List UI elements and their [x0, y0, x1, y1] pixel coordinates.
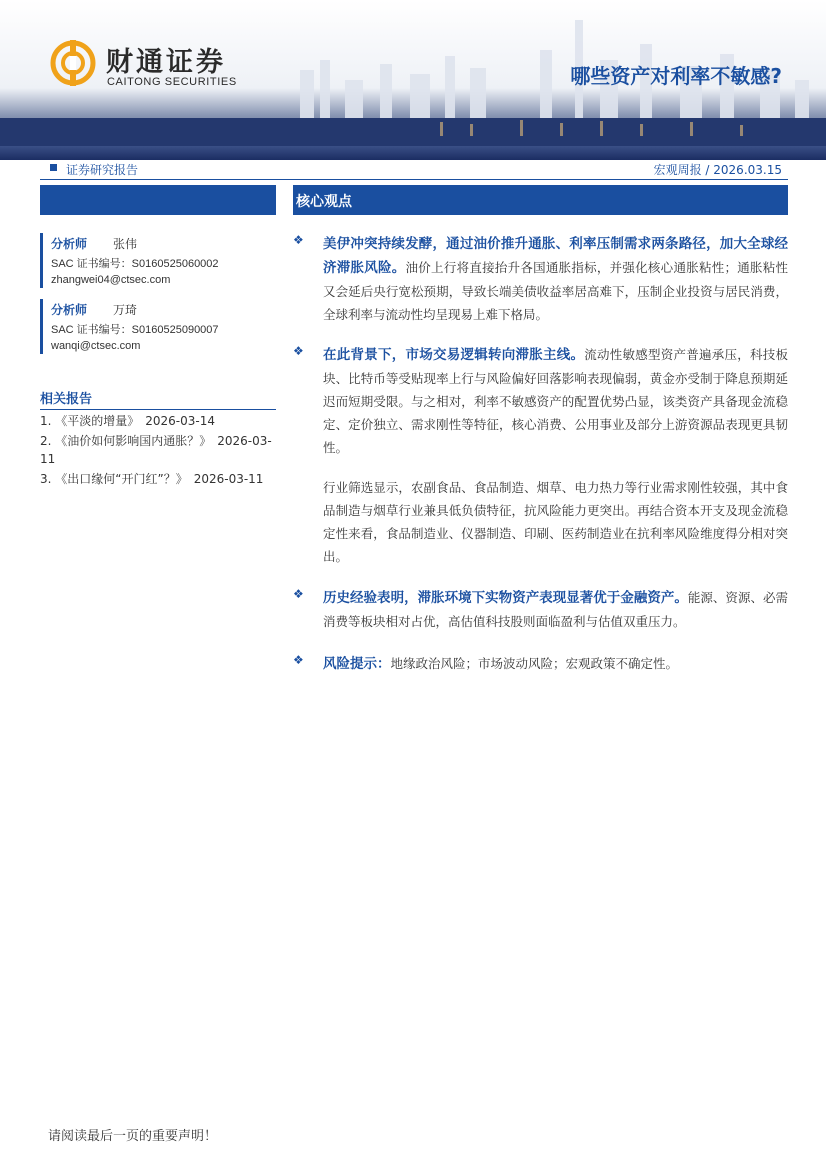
key-point: [293, 586, 788, 633]
sidebar-header-bar: [40, 185, 276, 215]
disclaimer-footer: 请阅读最后一页的重要声明！: [48, 1129, 218, 1144]
key-point: [293, 652, 788, 676]
analyst-role: 分析师: [51, 237, 88, 251]
logo-emblem-icon: [50, 38, 96, 88]
core-views-bar: [293, 185, 788, 215]
key-point-body: 地缘政治风险；市场波动风险；宏观政策不确定性。: [390, 656, 679, 671]
analyst-card: [40, 233, 276, 288]
key-point-paragraph: [293, 476, 788, 568]
key-point-text: [323, 232, 788, 326]
analyst-card: [40, 299, 276, 354]
related-report-link[interactable]: 1. 《平淡的增量》 2026-03-14: [40, 414, 216, 428]
analyst-role: 分析师: [51, 303, 88, 317]
key-point-lead: 历史经验表明，滞胀环境下实物资产表现显著优于金融资产。: [323, 590, 688, 606]
related-report-link[interactable]: 3. 《出口缘何“开门红”？》 2026-03-11: [40, 472, 264, 486]
report-header: [0, 0, 826, 160]
key-point-body: 行业筛选显示，农副食品、食品制造、烟草、电力热力等行业需求刚性较强，其中食品制造与烟草行业兼具低负债特征，抗风险能力更突出。再结合资本开支及现金流稳定性来看，食品制造业、仪器制造、印刷、医药制造业在抗利率风险维度得分相对突出。: [323, 480, 788, 564]
analyst-sac: SAC 证书编号：S0160525090007: [51, 324, 219, 336]
key-point-text: [323, 343, 788, 459]
key-point-body: 流动性敏感型资产普遍承压，科技板块、比特币等受贴现率上行与风险偏好回落影响表现偏弱，黄金亦受制于降息预期延迟而短期受限。与之相对，利率不敏感资产的配置优势凸显，该类资产具备现金流稳定、定价独立、需求刚性等特征，核心消费、公用事业及部分上游资源品表现更具韧性。: [323, 347, 788, 455]
related-report-link[interactable]: 2. 《油价如何影响国内通胀？》 2026-03-11: [40, 434, 272, 466]
key-point: [293, 343, 788, 459]
diamond-bullet-icon: ❖: [293, 233, 304, 247]
logo-chinese-name: 财通证券: [106, 47, 226, 78]
related-reports: [40, 388, 276, 488]
analyst-name: 张伟: [113, 237, 138, 251]
analyst-name: 万琦: [113, 303, 138, 317]
report-type-date: 宏观周报 / 2026.03.15: [653, 163, 782, 177]
key-point-lead: 风险提示：: [323, 656, 391, 672]
analyst-sac: SAC 证书编号：S0160525060002: [51, 258, 219, 270]
analyst-email[interactable]: wanqi@ctsec.com: [51, 340, 141, 352]
key-point-body: 油价上行将直接抬升各国通胀指标，并强化核心通胀粘性；通胀粘性又会延后央行宽松预期，导致长端美债收益率居高难下，压制企业投资与居民消费，全球利率与流动性均呈现易上难下格局。: [323, 260, 788, 322]
report-category: 证券研究报告: [66, 163, 139, 177]
square-bullet-icon: [50, 164, 57, 171]
key-point-text: [323, 652, 788, 676]
section-title: 核心观点: [296, 194, 352, 210]
diamond-bullet-icon: ❖: [293, 587, 304, 601]
report-subheader: [40, 160, 788, 180]
diamond-bullet-icon: ❖: [293, 344, 304, 358]
key-point-text: [323, 586, 788, 633]
key-point: [293, 232, 788, 326]
key-point-text: [323, 476, 788, 568]
analyst-email[interactable]: zhangwei04@ctsec.com: [51, 274, 171, 286]
related-reports-title: 相关报告: [40, 388, 276, 410]
key-point-lead: 美伊冲突持续发酵，通过油价推升通胀、利率压制需求两条路径，加大全球经济滞胀风险。: [323, 236, 788, 276]
diamond-bullet-icon: ❖: [293, 653, 304, 667]
logo-english-name: CAITONG SECURITIES: [107, 76, 237, 88]
company-logo: [50, 38, 250, 94]
report-title: 哪些资产对利率不敏感?: [570, 64, 782, 88]
key-point-body: 能源、资源、必需消费等板块相对占优，高估值科技股则面临盈利与估值双重压力。: [323, 590, 788, 629]
key-point-lead: 在此背景下，市场交易逻辑转向滞胀主线。: [323, 347, 585, 363]
